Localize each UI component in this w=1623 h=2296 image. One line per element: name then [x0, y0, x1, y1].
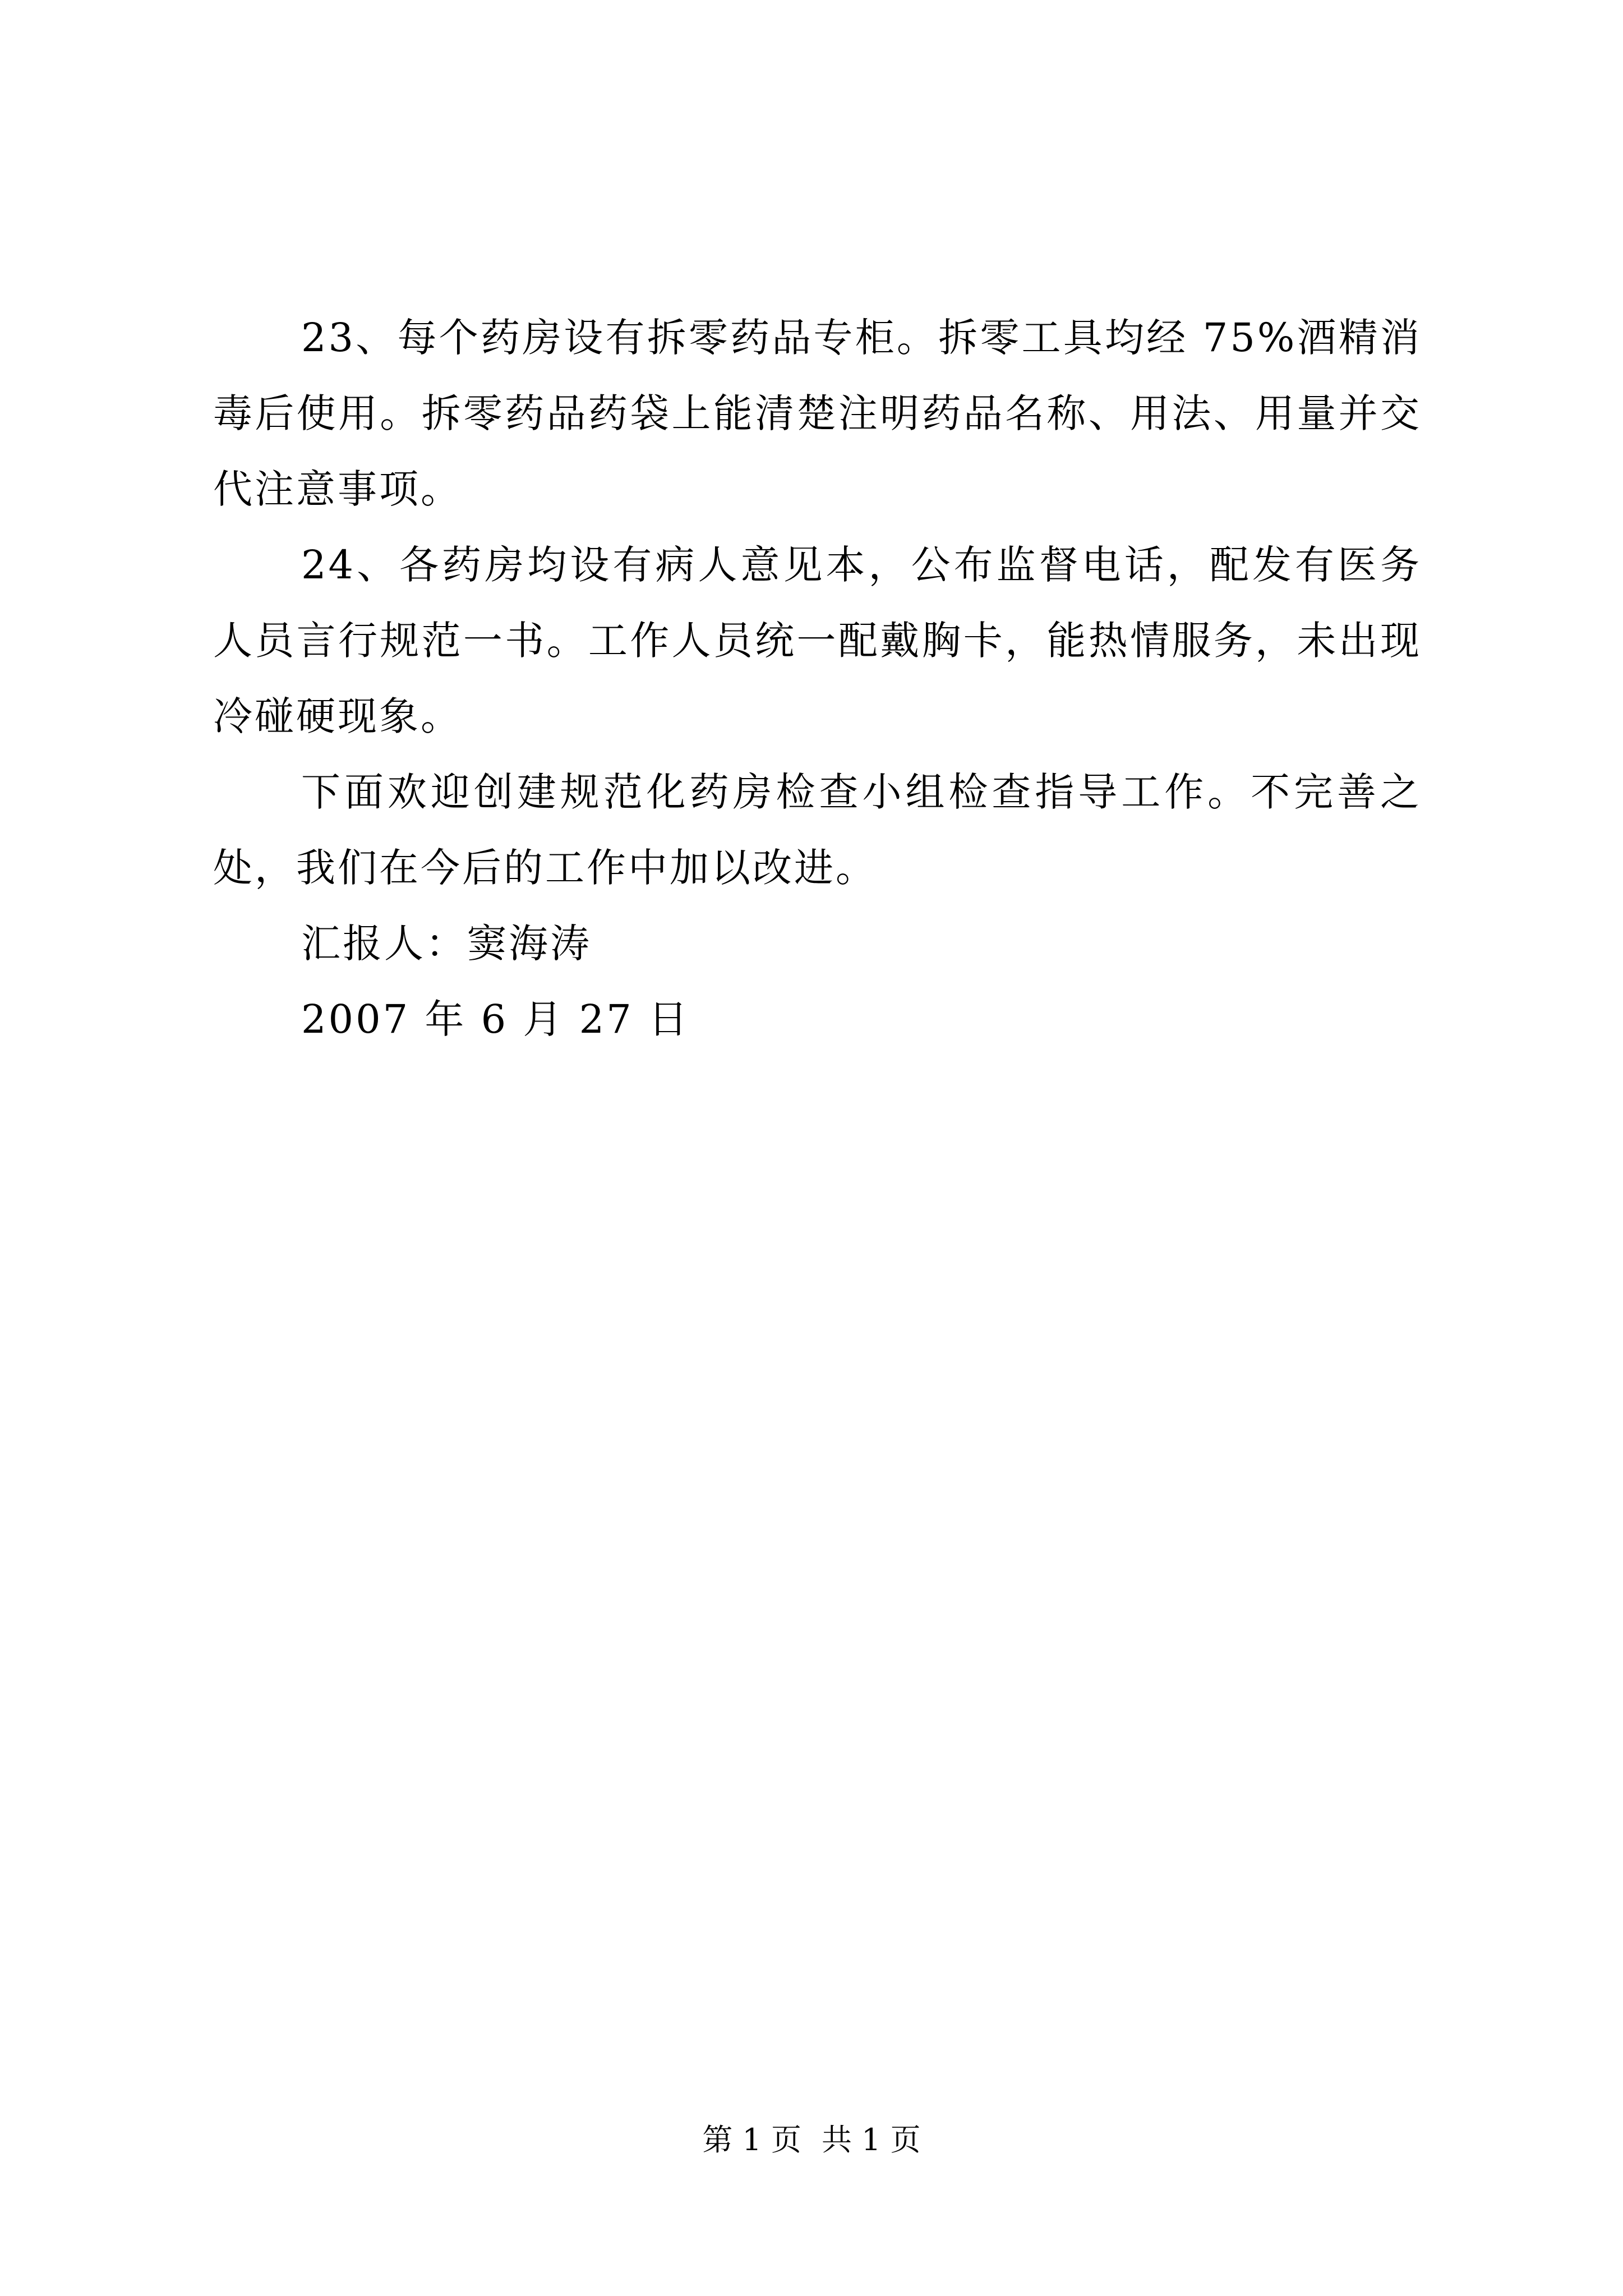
paragraph-24: 24、各药房均设有病人意见本，公布监督电话，配发有医务人员言行规范一书。工作人员统一配戴胸卡，能热情服务，未出现冷碰硬现象。 — [213, 542, 1422, 739]
paragraph-23: 23、每个药房设有拆零药品专柜。拆零工具均经 75%酒精消毒后使用。拆零药品药袋上能清楚注明药品名称、用法、用量并交代注意事项。 — [213, 315, 1422, 512]
date-line: 2007 年 6 月 27 日 — [301, 996, 690, 1042]
page-footer — [0, 2120, 1623, 2160]
page-total: 共 1 页 — [822, 2122, 921, 2157]
page-number: 第 1 页 — [702, 2122, 801, 2157]
document-body — [213, 300, 1422, 1057]
closing-paragraph: 下面欢迎创建规范化药房检查小组检查指导工作。不完善之处，我们在今后的工作中加以改进。 — [213, 769, 1422, 891]
reporter-line: 汇报人：窦海涛 — [301, 921, 592, 967]
